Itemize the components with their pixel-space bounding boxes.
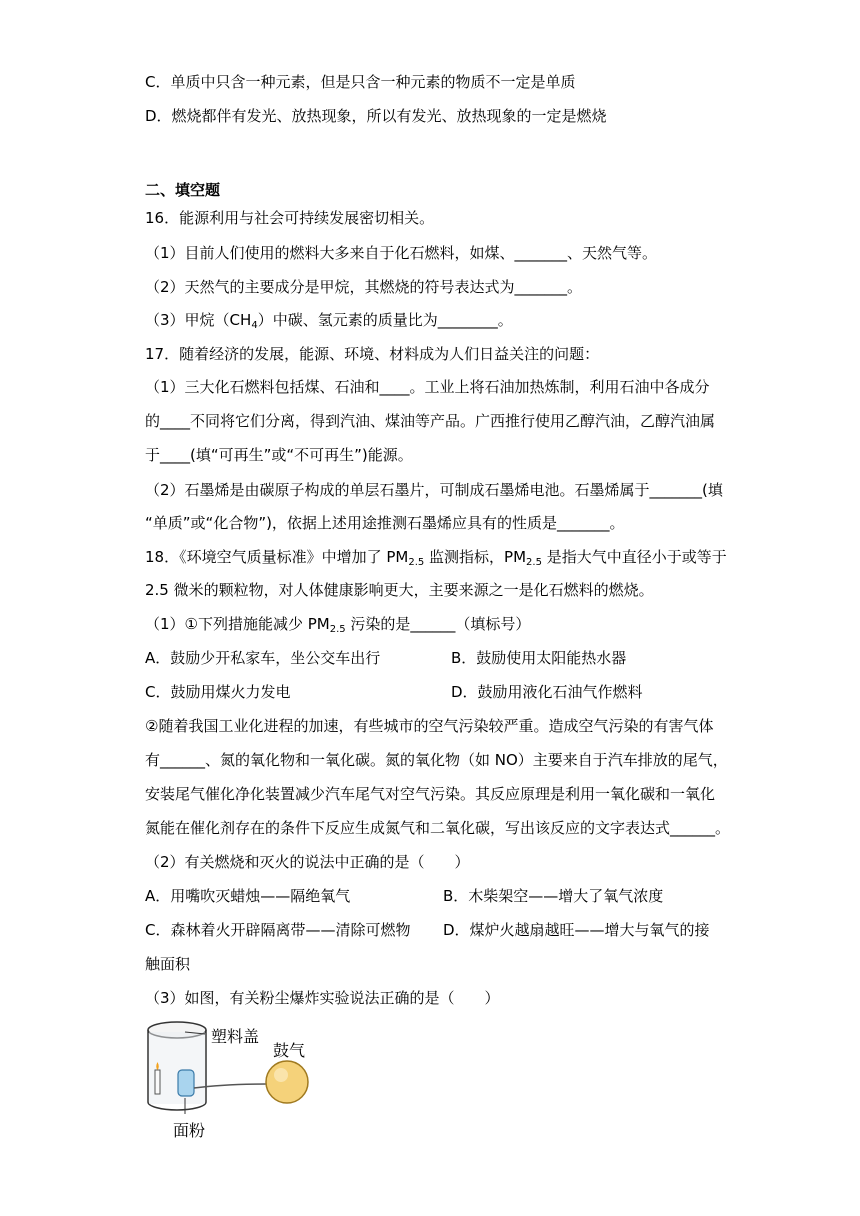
question-18-line-1 <box>145 547 727 567</box>
label-flour: 面粉 <box>173 1121 206 1140</box>
text-segment: ）中碳、氢元素的质量比为________。 <box>257 311 513 329</box>
question-16: 16．能源利用与社会可持续发展密切相关。 <box>145 209 435 227</box>
text-segment: 是指大气中直径小于或等于 <box>541 548 727 566</box>
option-d: D．煤炉火越扇越旺——增大与氧气的接 <box>443 921 710 939</box>
text-segment: 18．《环境空气质量标准》中增加了 PM <box>145 548 409 566</box>
option-c: C．单质中只含一种元素，但是只含一种元素的物质不一定是单质 <box>145 73 576 91</box>
text-segment: （3）甲烷（CH <box>145 311 252 329</box>
question-17-part-2-line-1: （2）石墨烯是由碳原子构成的单层石墨片，可制成石墨烯电池。石墨烯属于_______(填 <box>145 481 723 499</box>
option-c: C．鼓励用煤火力发电 <box>145 683 291 701</box>
question-17: 17．随着经济的发展，能源、环境、材料成为人们日益关注的问题： <box>145 345 600 363</box>
option-a: A．用嘴吹灭蜡烛——隔绝氧气 <box>145 887 351 905</box>
section-title: 二、填空题 <box>145 181 221 199</box>
question-18-part-2: （2）有关燃烧和灭火的说法中正确的是（ ） <box>145 853 470 871</box>
question-16-part-3 <box>145 310 513 330</box>
question-18-para-line-2: 有______、氮的氧化物和一氧化碳。氮的氧化物（如 NO）主要来自于汽车排放的尾气， <box>145 751 728 769</box>
subscript: 2.5 <box>526 557 542 568</box>
question-17-part-1-line-2: 的____不同将它们分离，得到汽油、煤油等产品。广西推行使用乙醇汽油，乙醇汽油属 <box>145 412 716 430</box>
subscript: 4 <box>251 320 258 331</box>
option-d: D．燃烧都伴有发光、放热现象，所以有发光、放热现象的一定是燃烧 <box>145 107 607 125</box>
question-16-part-2: （2）天然气的主要成分是甲烷，其燃烧的符号表达式为_______。 <box>145 278 583 296</box>
option-b: B．木柴架空——增大了氧气浓度 <box>443 887 664 905</box>
question-17-part-1-line-1: （1）三大化石燃料包括煤、石油和____。工业上将石油加热炼制，利用石油中各成分 <box>145 378 710 396</box>
option-a: A．鼓励少开私家车，坐公交车出行 <box>145 649 381 667</box>
option-d: D．鼓励用液化石油气作燃料 <box>451 683 643 701</box>
flour-cup <box>178 1070 194 1096</box>
question-18-part-3: （3）如图，有关粉尘爆炸实验说法正确的是（ ） <box>145 989 500 1007</box>
subscript: 2.5 <box>408 557 425 568</box>
label-blow-air: 鼓气 <box>273 1041 306 1060</box>
text-segment: 监测指标，PM <box>424 548 527 566</box>
subscript: 2.5 <box>329 624 346 635</box>
label-plastic-lid: 塑料盖 <box>211 1027 260 1046</box>
question-18-part-1 <box>145 614 530 634</box>
question-17-part-2-line-2: “单质”或“化合物”)，依据上述用途推测石墨烯应具有的性质是_______。 <box>145 514 625 532</box>
option-b: B．鼓励使用太阳能热水器 <box>451 649 627 667</box>
dust-explosion-figure <box>145 1018 345 1148</box>
option-d-continued: 触面积 <box>145 955 191 973</box>
text-segment: 污染的是______（填标号） <box>345 615 531 633</box>
air-bulb <box>266 1061 308 1103</box>
question-17-part-1-line-3: 于____(填“可再生”或“不可再生”)能源。 <box>145 446 413 464</box>
question-18-line-2: 2.5 微米的颗粒物，对人体健康影响更大，主要来源之一是化石燃料的燃烧。 <box>145 581 654 599</box>
option-c: C．森林着火开辟隔离带——清除可燃物 <box>145 921 411 939</box>
question-18-para-line-1: ②随着我国工业化进程的加速，有些城市的空气污染较严重。造成空气污染的有害气体 <box>145 717 714 735</box>
candle <box>155 1070 160 1094</box>
text-segment: （1）①下列措施能减少 PM <box>145 615 330 633</box>
question-18-para-line-4: 氮能在催化剂存在的条件下反应生成氮气和二氧化碳，写出该反应的文字表达式______。 <box>145 819 731 837</box>
question-16-part-1: （1）目前人们使用的燃料大多来自于化石燃料，如煤、_______、天然气等。 <box>145 244 658 262</box>
question-18-para-line-3: 安装尾气催化净化装置减少汽车尾气对空气污染。其反应原理是利用一氧化碳和一氧化 <box>145 785 716 803</box>
